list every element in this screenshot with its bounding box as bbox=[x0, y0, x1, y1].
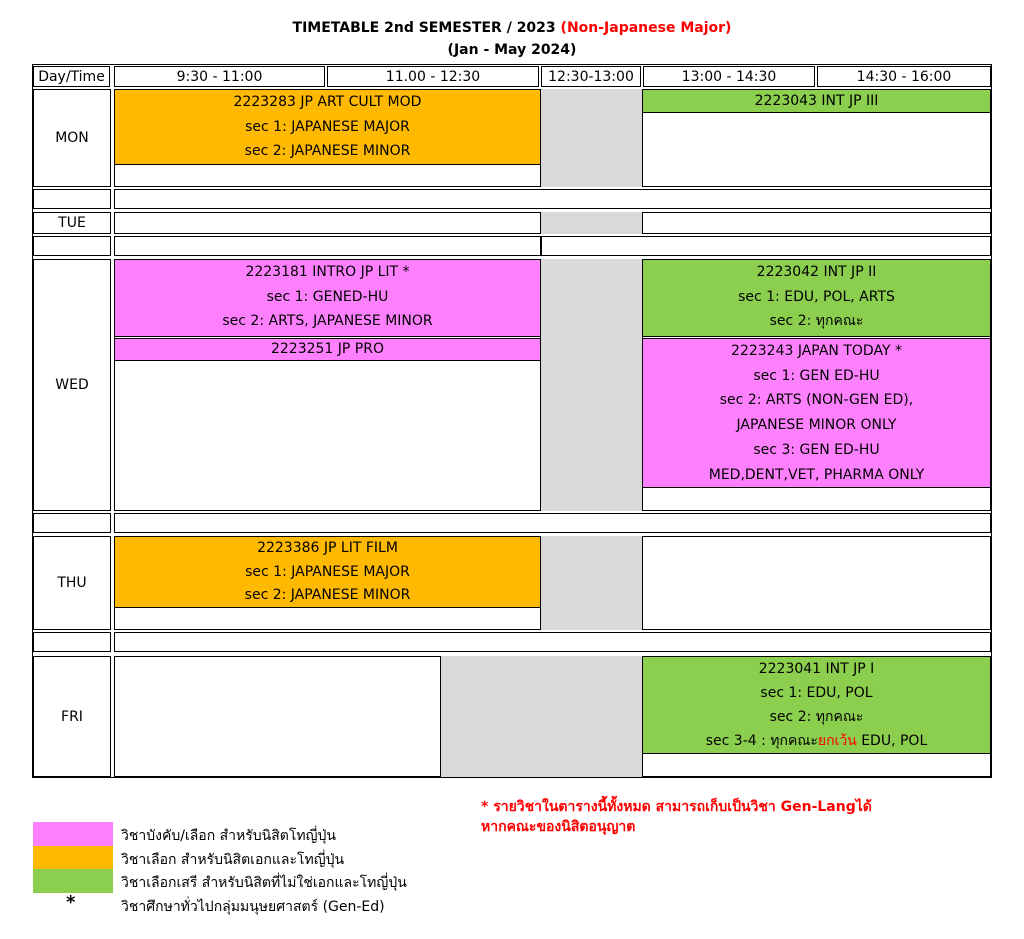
course-line bbox=[643, 729, 990, 753]
course-line-exception: ยกเว้น bbox=[817, 733, 857, 749]
legend-label-star: วิชาศึกษาทั่วไปกลุ่มมนุษยศาสตร์ (Gen-Ed) bbox=[121, 899, 385, 915]
day-label-wed: WED bbox=[55, 377, 89, 393]
legend-label-green: วิชาเลือกเสรี สำหรับนิสิตที่ไม่ใช่เอกและโทญี่ปุ่น bbox=[121, 875, 407, 891]
course-line: 2223243 JAPAN TODAY * bbox=[731, 343, 902, 359]
wed-lunch-gray bbox=[541, 259, 642, 511]
tue-pm-area bbox=[642, 212, 991, 234]
course-line: sec 1: EDU, POL, ARTS bbox=[738, 288, 895, 305]
note-line-2: หากคณะของนิสิตอนุญาต bbox=[481, 819, 636, 835]
course-block bbox=[642, 259, 991, 337]
course-line: 2223181 INTRO JP LIT * bbox=[245, 264, 410, 280]
tue-lunch-gray bbox=[541, 212, 642, 234]
page-title bbox=[0, 20, 1024, 36]
header-slot-1: 9:30 - 11:00 bbox=[114, 66, 325, 87]
course-line: 2223386 JP LIT FILM bbox=[257, 540, 398, 556]
course-line: 2223251 JP PRO bbox=[270, 341, 384, 357]
legend-star-icon: * bbox=[66, 892, 76, 913]
course-line: sec 2: ARTS, JAPANESE MINOR bbox=[222, 313, 433, 330]
course-line: 2223283 JP ART CULT MOD bbox=[233, 94, 422, 110]
course-block bbox=[114, 89, 541, 165]
course-line: sec 2: JAPANESE MINOR bbox=[244, 587, 411, 603]
course-line: sec 2: ทุกคณะ bbox=[769, 709, 864, 725]
tue-am-area bbox=[114, 212, 541, 234]
title-main: TIMETABLE 2nd SEMESTER / 2023 bbox=[292, 20, 556, 36]
spacer-row bbox=[541, 236, 991, 256]
day-label-thu: THU bbox=[57, 575, 87, 591]
fri-lunch-gray bbox=[441, 656, 642, 777]
course-line: sec 3: GEN ED-HU bbox=[753, 441, 880, 458]
legend-label-pink: วิชาบังคับ/เลือก สำหรับนิสิตโทญี่ปุ่น bbox=[121, 828, 336, 844]
course-line-prefix: sec 3-4 : ทุกคณะ bbox=[705, 733, 818, 749]
course-block bbox=[642, 656, 991, 754]
mon-lunch-gray bbox=[541, 89, 642, 187]
course-line: sec 1: JAPANESE MAJOR bbox=[245, 563, 410, 580]
spacer-row bbox=[114, 189, 991, 209]
course-block bbox=[642, 89, 991, 113]
spacer-day bbox=[33, 189, 111, 209]
course-line: 2223041 INT JP I bbox=[758, 661, 875, 677]
header-slot-5: 14:30 - 16:00 bbox=[817, 66, 991, 87]
fri-am-area bbox=[114, 656, 441, 777]
spacer-day bbox=[33, 513, 111, 533]
spacer-day bbox=[33, 236, 111, 256]
day-label-tue: TUE bbox=[58, 215, 86, 231]
header-slot-2: 11.00 - 12:30 bbox=[327, 66, 539, 87]
course-line: JAPANESE MINOR ONLY bbox=[736, 417, 897, 434]
course-line: 2223043 INT JP III bbox=[754, 93, 879, 109]
day-label-mon: MON bbox=[55, 130, 89, 146]
course-line: sec 1: GENED-HU bbox=[266, 288, 389, 305]
spacer-row bbox=[114, 632, 991, 652]
course-line: sec 2: ทุกคณะ bbox=[769, 313, 864, 330]
course-line: sec 2: JAPANESE MINOR bbox=[244, 143, 411, 160]
page-subtitle: (Jan - May 2024) bbox=[447, 42, 577, 58]
course-block bbox=[642, 338, 991, 488]
legend-label-orange: วิชาเลือก สำหรับนิสิตเอกและโทญี่ปุ่น bbox=[121, 852, 345, 868]
note-line-1: * รายวิชาในตารางนี้ทั้งหมด สามารถเก็บเป็นวิชา Gen-Langได้ bbox=[481, 799, 872, 815]
course-block bbox=[114, 536, 541, 608]
course-line: MED,DENT,VET, PHARMA ONLY bbox=[708, 466, 925, 483]
legend-swatch-orange bbox=[33, 846, 113, 870]
header-slot-3: 12:30-13:00 bbox=[541, 66, 641, 87]
course-line: 2223042 INT JP II bbox=[756, 264, 877, 280]
header-slot-4: 13:00 - 14:30 bbox=[643, 66, 815, 87]
legend-swatch-green bbox=[33, 869, 113, 893]
thu-pm-area bbox=[642, 536, 991, 630]
spacer-day bbox=[33, 632, 111, 652]
course-line: sec 2: ARTS (NON-GEN ED), bbox=[719, 392, 914, 409]
course-block bbox=[114, 338, 541, 361]
day-label-fri: FRI bbox=[61, 708, 83, 725]
course-block bbox=[114, 259, 541, 337]
course-line: sec 1: GEN ED-HU bbox=[753, 367, 880, 384]
legend-swatch-pink bbox=[33, 822, 113, 846]
spacer-row bbox=[114, 513, 991, 533]
course-line: sec 1: JAPANESE MAJOR bbox=[245, 118, 410, 135]
title-highlight: (Non-Japanese Major) bbox=[560, 20, 732, 36]
course-line: sec 1: EDU, POL bbox=[760, 685, 873, 701]
course-line-suffix: EDU, POL bbox=[856, 733, 928, 749]
thu-lunch-gray bbox=[541, 536, 642, 630]
gen-lang-note bbox=[481, 797, 872, 837]
header-day-time: Day/Time bbox=[33, 66, 110, 87]
spacer-row bbox=[114, 236, 541, 256]
